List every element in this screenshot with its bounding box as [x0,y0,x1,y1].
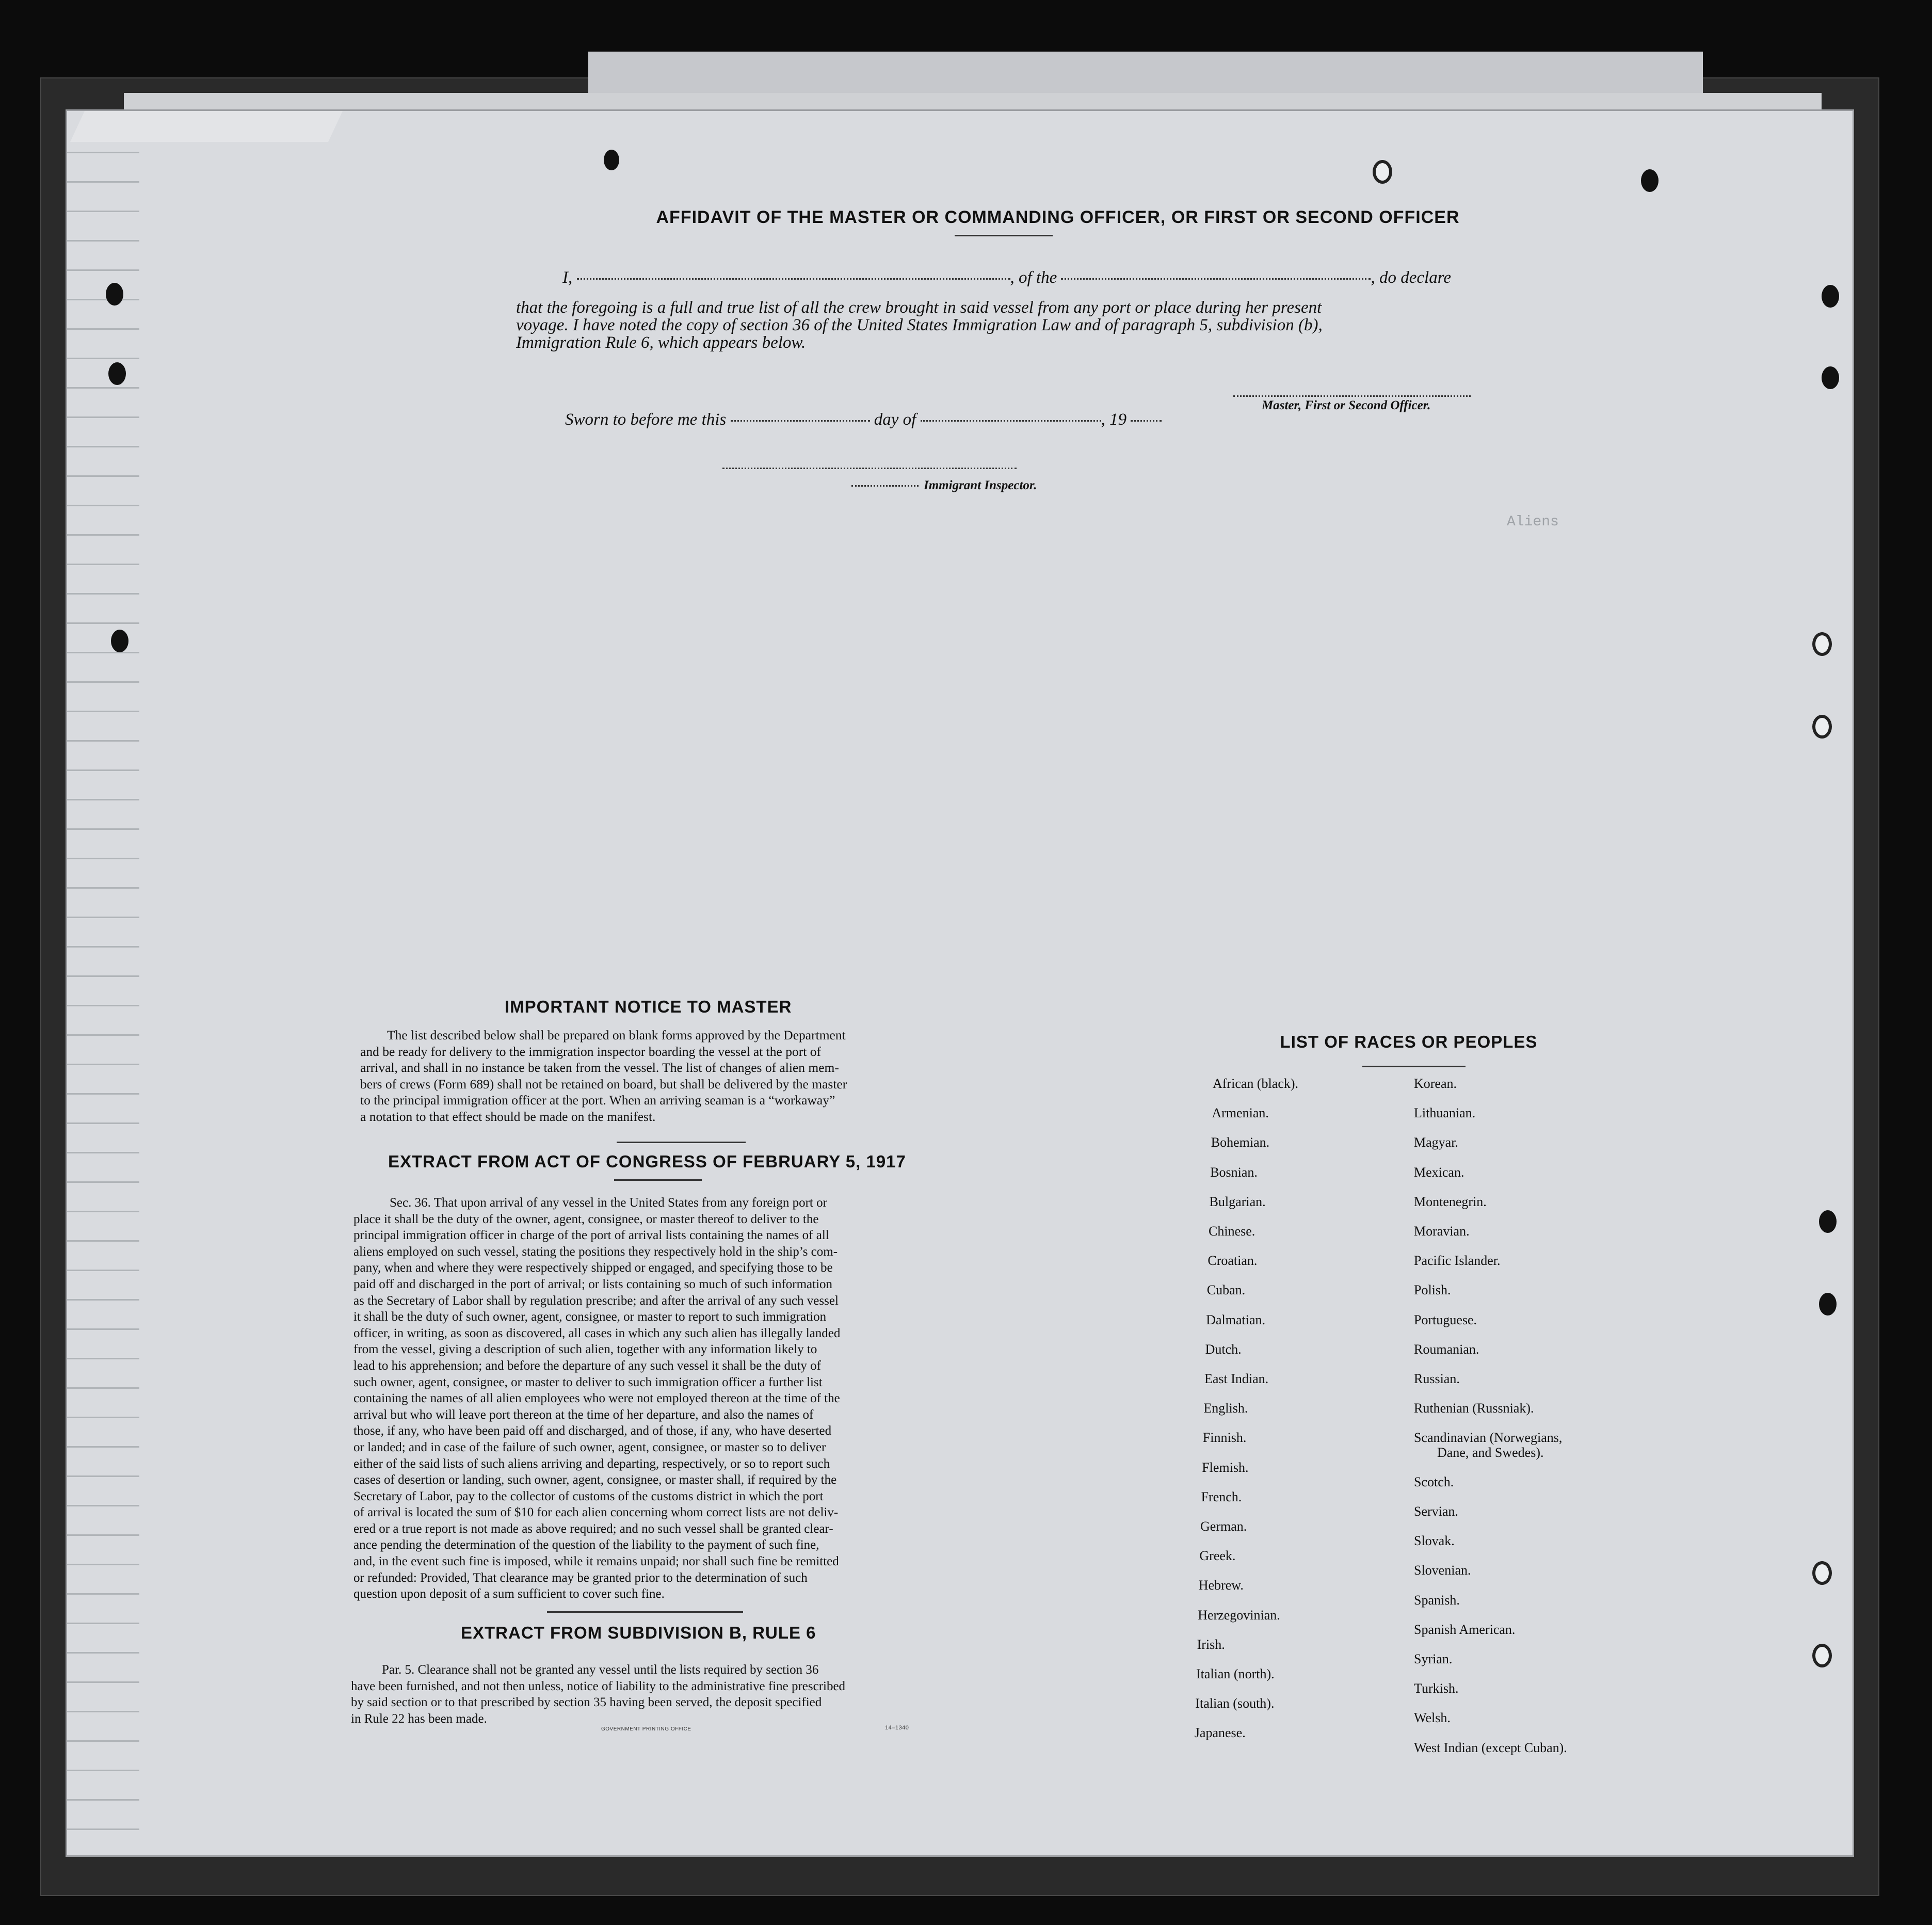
binder-hole-icon [1822,285,1839,308]
notice-line: to the principal immigration officer at the port. When an arriving seaman is a “workaway” [360,1093,835,1108]
race-item: Russian. [1414,1371,1460,1386]
rule-line: by said section or to that prescribed by section 35 having been served, the deposit specified [351,1695,822,1709]
notice-line: arrival, and shall in no instance be taken from the vessel. The list of changes of alien mem- [360,1060,839,1075]
act-line: it shall be the duty of such owner, agent, consignee, or master to report to such immigration [353,1310,827,1324]
act-line: paid off and discharged in the port of arrival; or lists containing so much of such information [353,1277,833,1291]
printer-imprint: GOVERNMENT PRINTING OFFICE [601,1726,691,1732]
binder-hole-icon [106,283,123,306]
act-line: and, in the event such fine is imposed, while it remains unpaid; nor shall such fine be remitted [353,1554,839,1569]
binder-hole-icon [1812,632,1832,656]
race-item: Montenegrin. [1414,1194,1487,1209]
affidavit-declarant-line [562,268,1451,287]
race-item: Welsh. [1414,1710,1451,1726]
race-item: African (black). [1213,1076,1299,1091]
master-caption: Master, First or Second Officer. [1262,398,1431,412]
extract-rule-title: EXTRACT FROM SUBDIVISION B, RULE 6 [461,1623,816,1642]
ruled-margin [67,124,139,1842]
race-item: Spanish. [1414,1592,1460,1608]
race-item: Mexican. [1414,1164,1464,1180]
binder-hole-icon [1819,1210,1837,1233]
act-line: from the vessel, giving a description of such alien, together with any information likely to [353,1342,817,1357]
act-line: officer, in writing, as soon as discovered, all cases in which any such alien has illegally landed [353,1326,841,1340]
race-item: Flemish. [1202,1459,1249,1475]
binder-hole-icon [1373,160,1392,184]
race-item: Hebrew. [1198,1578,1244,1593]
race-item: West Indian (except Cuban). [1414,1740,1567,1755]
notice-line: and be ready for delivery to the immigration inspector boarding the vessel at the port of [360,1044,821,1059]
races-title: LIST OF RACES OR PEOPLES [1280,1032,1538,1051]
race-item: Dane, and Swedes). [1437,1445,1544,1460]
binder-hole-icon [1812,715,1832,739]
race-item: Bohemian. [1211,1135,1270,1150]
race-item: Dalmatian. [1206,1312,1265,1327]
notice-line: bers of crews (Form 689) shall not be retained on board, but shall be delivered by the master [360,1076,847,1092]
act-line: of arrival is located the sum of $10 for each alien concerning whom correct lists are not deliv- [353,1505,839,1520]
affidavit-statement-line-3: Immigration Rule 6, which appears below. [516,333,806,352]
race-item: Chinese. [1209,1224,1255,1239]
race-item: Portuguese. [1414,1312,1477,1327]
race-item: Irish. [1197,1637,1225,1652]
affidavit-statement-line-1: that the foregoing is a full and true list of all the crew brought in said vessel from any port or place during her present [516,298,1322,317]
race-item: Magyar. [1414,1135,1458,1150]
act-line: such owner, agent, consignee, or master to deliver to such immigration officer a further list [353,1375,823,1389]
binder-hole-icon [108,362,126,385]
vessel-blank[interactable] [1061,278,1371,280]
race-item: Croatian. [1208,1253,1258,1269]
race-item: Dutch. [1205,1341,1242,1357]
race-item: Moravian. [1414,1224,1470,1239]
year-blank[interactable] [1131,420,1162,422]
act-line: pany, when and where they were respectively shipped or engaged, and specifying those to be [353,1261,833,1275]
section-rule [614,1179,702,1181]
race-item: Roumanian. [1414,1341,1479,1357]
notice-line: a notation to that effect should be made on the manifest. [360,1109,656,1124]
bleed-through-text: Aliens [1507,514,1559,530]
race-item: Spanish American. [1414,1622,1516,1637]
race-item: German. [1200,1519,1247,1534]
binder-hole-icon [1819,1293,1837,1316]
title-rule [955,235,1053,236]
act-line: as the Secretary of Labor shall by regulation prescribe; and after the arrival of any such vessel [353,1293,839,1308]
act-line: those, if any, who have been paid off and discharged, and of those, if any, who have deserted [353,1424,832,1438]
extract-act-title: EXTRACT FROM ACT OF CONGRESS OF FEBRUARY 5, 1917 [388,1152,906,1171]
extract-rule-body [351,1662,937,1727]
race-item: Bulgarian. [1209,1194,1266,1209]
race-item: Bosnian. [1210,1164,1258,1180]
race-item: Slovak. [1414,1533,1455,1549]
binder-hole-icon [1641,169,1659,192]
sworn-line [565,410,1162,429]
race-item: French. [1201,1489,1242,1504]
section-rule [547,1611,743,1613]
act-line: or refunded: Provided, That clearance may be granted prior to the determination of such [353,1570,808,1585]
act-line: or landed; and in case of the failure of such owner, agent, consignee, or master so to deliver [353,1440,826,1454]
race-item: Servian. [1414,1504,1458,1519]
manifest-page [67,111,1853,1855]
act-line: question upon deposit of a sum sufficient to cover such fine. [353,1587,665,1601]
act-line: aliens employed on such vessel, stating the positions they respectively hold in the ship’s com- [353,1244,838,1259]
binder-hole-icon [111,630,128,652]
binder-hole-icon [604,150,619,170]
act-line: principal immigration officer in charge of the port of arrival lists containing the names of all [353,1228,829,1243]
sworn-label: Sworn to before me this [565,410,727,429]
rule-line: Par. 5. Clearance shall not be granted any vessel until the lists required by section 36 [382,1663,819,1677]
inspector-caption-line [851,481,919,490]
race-item: Ruthenian (Russniak). [1414,1401,1534,1416]
name-blank[interactable] [577,278,1010,280]
section-rule [1362,1066,1466,1067]
day-of-label: day of [874,410,916,429]
act-line: ered or a true report is not made as above required; and no such vessel shall be granted clear- [353,1521,833,1536]
binder-hole-icon [1812,1561,1832,1585]
rule-line: have been furnished, and not then unless, notice of liability to the administrative fine prescribed [351,1679,846,1693]
underlying-sheet [588,52,1703,98]
race-item: Armenian. [1212,1105,1269,1121]
notice-body [360,1027,943,1125]
race-item: Slovenian. [1414,1563,1471,1578]
day-blank[interactable] [731,420,870,422]
rule-line: in Rule 22 has been made. [351,1711,487,1726]
act-line: containing the names of all alien employees who were not employed thereon at the time of the [353,1391,840,1406]
race-item: Greek. [1199,1548,1236,1564]
i-label: I, [562,268,573,287]
race-item: Scotch. [1414,1474,1454,1489]
race-item: Herzegovinian. [1198,1607,1280,1623]
race-item: East Indian. [1204,1371,1269,1386]
section-rule [617,1142,746,1143]
binder-hole-icon [1822,366,1839,389]
race-item: Korean. [1414,1076,1457,1091]
act-line: ance pending the determination of the question of the liability to the payment of such fine, [353,1538,819,1552]
act-line: place it shall be the duty of the owner, agent, consignee, or master thereof to deliver to the [353,1212,819,1226]
act-line: arrival but who will leave port thereon at the time of her departure, and also the names of [353,1407,814,1422]
act-line: cases of desertion or landing, such owner, agent, consignee, or master shall, if required by the [353,1473,837,1487]
act-line: lead to his apprehension; and before the departure of any such vessel it shall be the duty of [353,1358,821,1373]
binder-hole-icon [1812,1644,1832,1667]
race-item: Italian (south). [1195,1696,1275,1711]
inspector-caption: Immigrant Inspector. [924,478,1037,492]
race-item: Turkish. [1414,1681,1459,1696]
race-item: Lithuanian. [1414,1105,1476,1121]
affidavit-title: AFFIDAVIT OF THE MASTER OR COMMANDING OFFICER, OR FIRST OR SECOND OFFICER [656,207,1460,227]
race-item: Finnish. [1202,1430,1247,1446]
race-item: Cuban. [1206,1282,1246,1298]
of-the-label: , of the [1010,268,1057,287]
race-item: Polish. [1414,1282,1451,1298]
month-blank[interactable] [921,420,1101,422]
do-declare-label: , do declare [1371,268,1451,287]
affidavit-statement-line-2: voyage. I have noted the copy of section 36 of the United States Immigration Law and of paragraph 5, subdivision (b), [516,316,1323,334]
race-item: English. [1203,1401,1248,1416]
form-code: 14–1340 [885,1725,909,1731]
year-prefix: , 19 [1101,410,1127,429]
race-item: Syrian. [1414,1651,1453,1666]
act-line: Secretary of Labor, pay to the collector of customs of the customs district in which the port [353,1489,824,1503]
race-item: Scandinavian (Norwegians, [1414,1430,1563,1446]
notice-title: IMPORTANT NOTICE TO MASTER [505,997,792,1016]
race-item: Italian (north). [1196,1666,1275,1681]
extract-act-body [353,1195,942,1602]
inspector-signature-line[interactable] [722,463,1017,473]
race-item: Japanese. [1194,1725,1246,1741]
notice-line: The list described below shall be prepared on blank forms approved by the Department [387,1028,846,1042]
act-line: Sec. 36. That upon arrival of any vessel in the United States from any foreign port or [390,1196,827,1210]
act-line: either of the said lists of such aliens arriving and departing, respectively, or so to report such [353,1456,830,1471]
race-item: Pacific Islander. [1414,1253,1501,1269]
